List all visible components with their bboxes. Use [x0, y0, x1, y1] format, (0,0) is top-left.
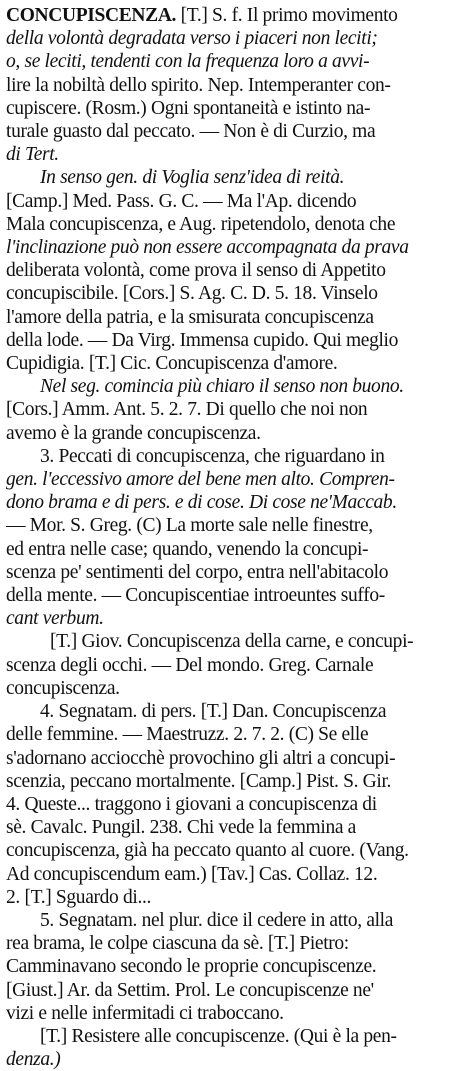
entry-line-text: [T.] S. f. Il primo movimento: [180, 5, 398, 26]
entry-line: concupiscenza, già ha peccato quanto al cuore. (Vang.: [6, 840, 409, 862]
entry-line: l'inclinazione può non essere accompagnata da prava: [6, 237, 409, 259]
entry-line: gen. l'eccessivo amore del bene men alto. Compren-: [6, 469, 395, 491]
entry-line: Mala concupiscenza, e Aug. ripetendolo, denota che: [6, 213, 396, 235]
entry-line: 4. Segnatam. di pers. [T.] Dan. Concupiscenza: [40, 701, 387, 723]
entry-line: 5. Segnatam. nel plur. dice il cedere in atto, alla: [40, 909, 394, 931]
entry-line: s'adornano acciocchè provochino gli altri a concupi-: [6, 747, 396, 769]
entry-line: vizi e nelle infermitadi ci traboccano.: [6, 1002, 284, 1024]
entry-line: lire la nobiltà dello spirito. Nep. Intemperanter con-: [6, 74, 391, 96]
entry-line: [T.] Resistere alle concupiscenze. (Qui è la pen-: [40, 1025, 397, 1047]
entry-line: Nel seg. comincia più chiaro il senso non buono.: [40, 376, 404, 398]
entry-line: ed entra nelle case; quando, venendo la concupi-: [6, 538, 369, 560]
entry-line: [6, 4, 467, 27]
entry-line: concupiscenza.: [6, 677, 120, 699]
entry-line: di Tert.: [6, 144, 59, 166]
entry-line: delle femmine. — Maestruzz. 2. 7. 2. (C) Se elle: [6, 724, 369, 746]
entry-line: cant verbum.: [6, 608, 104, 630]
entry-line: concupiscibile. [Cors.] S. Ag. C. D. 5. 18. Vinselo: [6, 283, 378, 305]
entry-line: — Mor. S. Greg. (C) La morte sale nelle finestre,: [6, 515, 373, 537]
headword: CONCUPISCENZA.: [6, 5, 177, 26]
entry-line: Cupidigia. [T.] Cic. Concupiscenza d'amore.: [6, 353, 338, 375]
entry-line: [Cors.] Amm. Ant. 5. 2. 7. Di quello che noi non: [6, 399, 368, 421]
entry-line: Camminavano secondo le proprie concupiscenze.: [6, 956, 377, 978]
entry-line: [Giust.] Ar. da Settim. Prol. Le concupiscenze ne': [6, 979, 374, 1001]
entry-line: rea brama, le colpe ciascuna da sè. [T.] Pietro:: [6, 933, 349, 955]
entry-line: della lode. — Da Virg. Immensa cupido. Qui meglio: [6, 329, 399, 351]
entry-line: della volontà degradata verso i piaceri non leciti;: [6, 28, 378, 50]
entry-line: turale guasto dal peccato. — Non è di Curzio, ma: [6, 121, 376, 143]
entry-line: scenzia, peccano mortalmente. [Camp.] Pist. S. Gir.: [6, 770, 392, 792]
entry-line: denza.): [6, 1049, 61, 1071]
entry-line: l'amore della patria, e la smisurata concupiscenza: [6, 306, 374, 328]
entry-line: deliberata volontà, come prova il senso di Appetito: [6, 260, 386, 282]
entry-line: [T.] Giov. Concupiscenza della carne, e concupi-: [50, 631, 414, 653]
entry-line: 2. [T.] Sguardo di...: [6, 886, 152, 908]
entry-line: dono brama e di pers. e di cose. Di cose ne'Maccab.: [6, 492, 397, 514]
entry-line: avemo è la grande concupiscenza.: [6, 422, 261, 444]
entry-line: cupiscere. (Rosm.) Ogni spontaneità e istinto na-: [6, 97, 371, 119]
entry-line: Ad concupiscendum eam.) [Tav.] Cas. Collaz. 12.: [6, 863, 378, 885]
entry-line: [Camp.] Med. Pass. G. C. — Ma l'Ap. dicendo: [6, 190, 357, 212]
entry-line: 3. Peccati di concupiscenza, che riguardano in: [40, 445, 385, 467]
entry-line: della mente. — Concupiscentiae introeuntes suffo-: [6, 585, 385, 607]
entry-line: In senso gen. di Voglia senz'idea di reità.: [40, 167, 345, 189]
entry-line: scenza degli occhi. — Del mondo. Greg. Carnale: [6, 654, 374, 676]
entry-line: 4. Queste... traggono i giovani a concupiscenza di: [6, 793, 377, 815]
entry-line: scenza pe' sentimenti del corpo, entra nell'abitacolo: [6, 561, 389, 583]
entry-line: o, se leciti, tendenti con la frequenza loro a avvi-: [6, 51, 370, 73]
entry-line: sè. Cavalc. Pungil. 238. Chi vede la femmina a: [6, 817, 356, 839]
